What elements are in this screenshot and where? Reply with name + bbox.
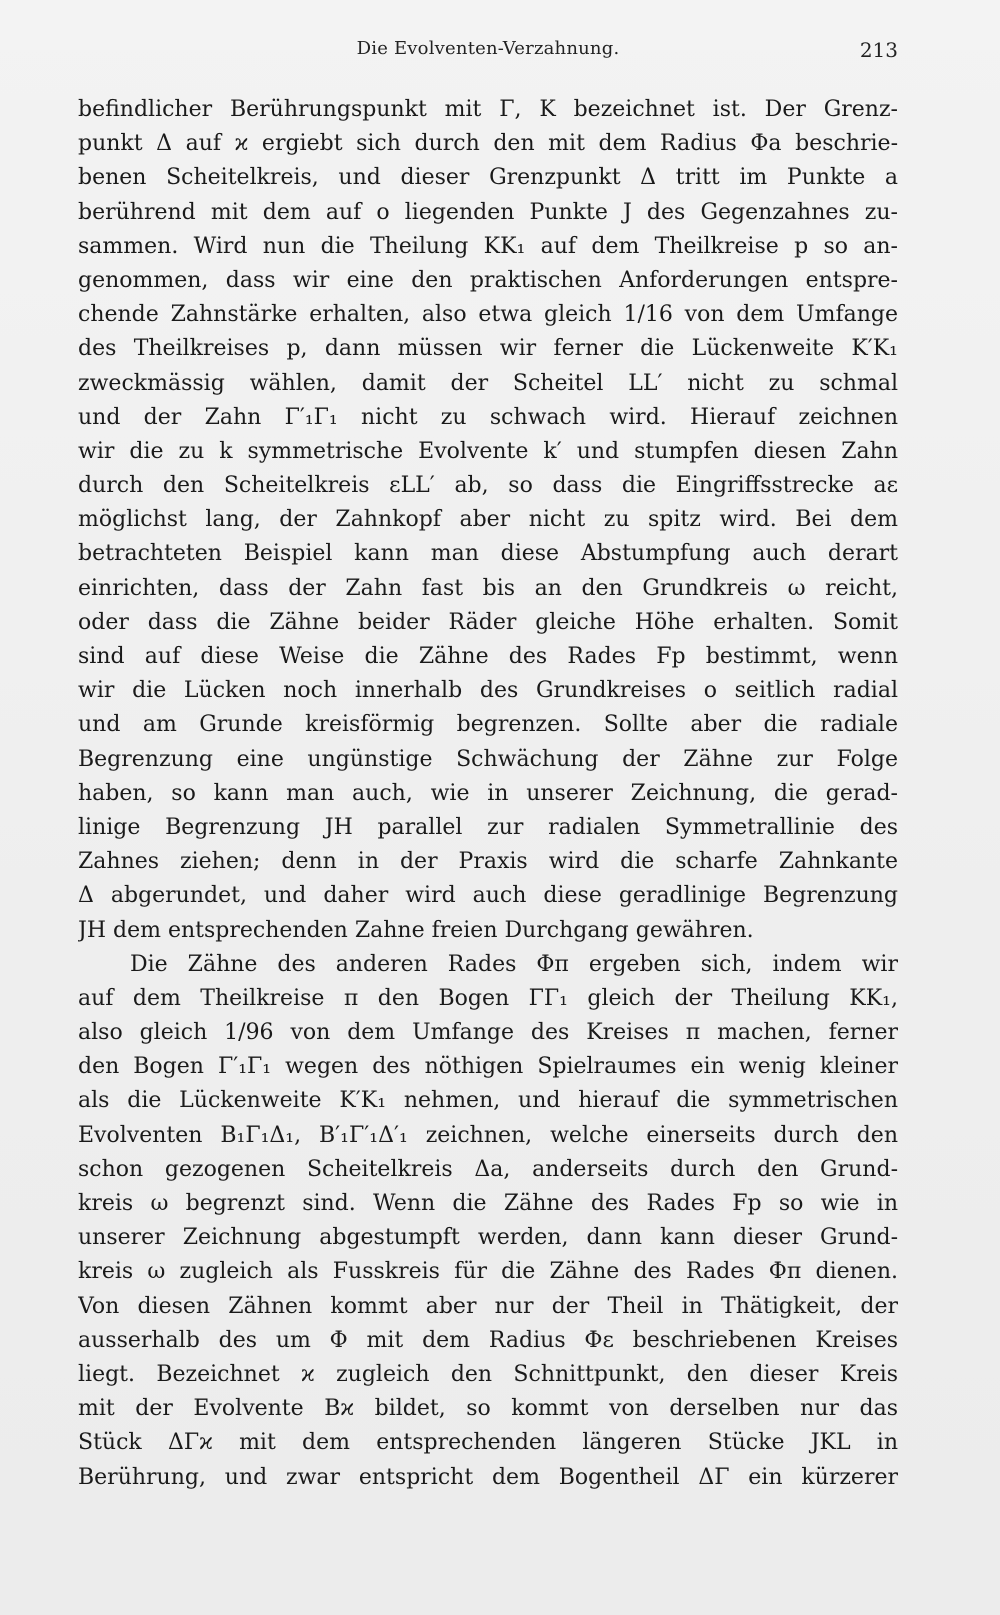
text-line: möglichst lang, der Zahnkopf aber nicht zu spitz wird. Bei dem [78,507,898,533]
text-line: sammen. Wird nun die Theilung KK₁ auf dem Theilkreise p so an- [78,233,898,259]
text-line: schon gezogenen Scheitelkreis Δa, anderseits durch den Grund- [78,1156,898,1182]
text-line: kreis ω zugleich als Fusskreis für die Zähne des Rades Φπ dienen. [78,1259,898,1285]
text-line: des Theilkreises p, dann müssen wir ferner die Lückenweite K′K₁ [78,336,898,362]
text-line: den Bogen Γ′₁Γ₁ wegen des nöthigen Spielraumes ein wenig kleiner [78,1054,898,1080]
text-line: ausserhalb des um Φ mit dem Radius Φε beschriebenen Kreises [78,1327,898,1353]
text-line: Begrenzung eine ungünstige Schwächung der Zähne zur Folge [78,746,898,772]
text-line: oder dass die Zähne beider Räder gleiche Höhe erhalten. Somit [78,609,898,635]
text-line: befindlicher Berührungspunkt mit Γ, K bezeichnet ist. Der Grenz- [78,97,898,122]
text-line: liegt. Bezeichnet ϰ zugleich den Schnittpunkt, den dieser Kreis [78,1361,898,1387]
text-line: punkt Δ auf ϰ ergiebt sich durch den mit dem Radius Φa beschrie- [78,131,898,157]
text-line: Evolventen B₁Γ₁Δ₁, B′₁Γ′₁Δ′₁ zeichnen, welche einerseits durch den [78,1122,898,1148]
text-line: Von diesen Zähnen kommt aber nur der Theil in Thätigkeit, der [78,1293,898,1319]
text-line: auf dem Theilkreise π den Bogen ΓΓ₁ gleich der Theilung KK₁, [78,985,898,1011]
text-line: unserer Zeichnung abgestumpft werden, dann kann dieser Grund- [78,1225,898,1251]
text-line: zweckmässig wählen, damit der Scheitel LL′ nicht zu schmal [78,370,898,396]
text-line: linige Begrenzung JH parallel zur radialen Symmetrallinie des [78,814,898,840]
text-line: durch den Scheitelkreis εLL′ ab, so dass die Eingriffsstrecke aε [78,473,898,499]
text-line: JH dem entsprechenden Zahne freien Durchgang gewähren. [78,917,754,943]
text-line: benen Scheitelkreis, und dieser Grenzpunkt Δ tritt im Punkte a [78,165,898,191]
text-line: und der Zahn Γ′₁Γ₁ nicht zu schwach wird. Hierauf zeichnen [78,404,898,430]
text-line: haben, so kann man auch, wie in unserer Zeichnung, die gerad- [78,780,898,806]
body-text [78,93,898,1495]
text-line: genommen, dass wir eine den praktischen Anforderungen entspre- [78,267,898,293]
page-number: 213 [859,38,898,62]
running-head [78,38,898,68]
text-line: Die Zähne des anderen Rades Φπ ergeben sich, indem wir [130,951,898,977]
text-line: mit der Evolvente Bϰ bildet, so kommt von derselben nur das [78,1396,898,1422]
text-line: berührend mit dem auf o liegenden Punkte J des Gegenzahnes zu- [78,199,898,225]
running-title: Die Evolventen-Verzahnung. [356,38,620,59]
text-line: kreis ω begrenzt sind. Wenn die Zähne des Rades Fp so wie in [78,1191,898,1216]
text-line: chende Zahnstärke erhalten, also etwa gleich 1/16 von dem Umfange [78,302,898,328]
text-line: Stück ΔΓϰ mit dem entsprechenden längeren Stücke JKL in [78,1430,898,1456]
text-line: also gleich 1/96 von dem Umfange des Kreises π machen, ferner [78,1020,898,1046]
text-line: wir die zu k symmetrische Evolvente k′ und stumpfen diesen Zahn [78,438,898,464]
text-line: Δ abgerundet, und daher wird auch diese geradlinige Begrenzung [78,883,898,909]
text-line: Berührung, und zwar entspricht dem Bogentheil ΔΓ ein kürzerer [78,1464,898,1490]
text-line: wir die Lücken noch innerhalb des Grundkreises o seitlich radial [78,678,898,704]
text-line: betrachteten Beispiel kann man diese Abstumpfung auch derart [78,541,898,567]
text-line: und am Grunde kreisförmig begrenzen. Sollte aber die radiale [78,712,898,738]
text-line: sind auf diese Weise die Zähne des Rades Fp bestimmt, wenn [78,644,898,669]
text-line: Zahnes ziehen; denn in der Praxis wird die scharfe Zahnkante [78,849,898,875]
text-line: als die Lückenweite K′K₁ nehmen, und hierauf die symmetrischen [78,1088,898,1114]
text-line: einrichten, dass der Zahn fast bis an den Grundkreis ω reicht, [78,575,898,601]
